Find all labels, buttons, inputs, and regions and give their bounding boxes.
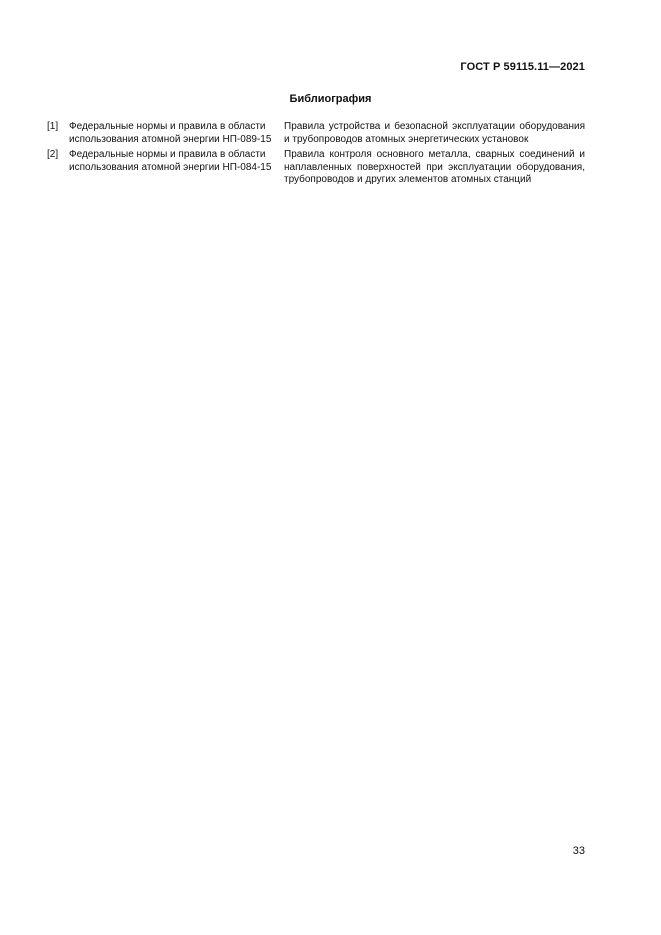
entry-source: Федеральные нормы и правила в области использования атомной энергии НП-089-15 <box>69 121 272 145</box>
bibliography-entry <box>47 149 585 187</box>
entry-number: [1] <box>47 121 59 132</box>
entry-title: Правила контроля основного металла, сварных соединений и наплавленных поверхностей при эксплуатации оборудования, трубопроводов и других элементов атомных станций <box>284 149 585 185</box>
page-number: 33 <box>572 845 585 857</box>
standard-number-header: ГОСТ Р 59115.11—2021 <box>460 61 585 73</box>
bibliography-entry <box>47 121 585 146</box>
section-title: Библиография <box>289 93 372 105</box>
entry-number: [2] <box>47 149 59 160</box>
bibliography-list <box>47 121 585 190</box>
entry-title: Правила устройства и безопасной эксплуатации оборудования и трубопроводов атомных энергетических установок <box>284 121 585 145</box>
entry-source: Федеральные нормы и правила в области использования атомной энергии НП-084-15 <box>69 149 272 173</box>
